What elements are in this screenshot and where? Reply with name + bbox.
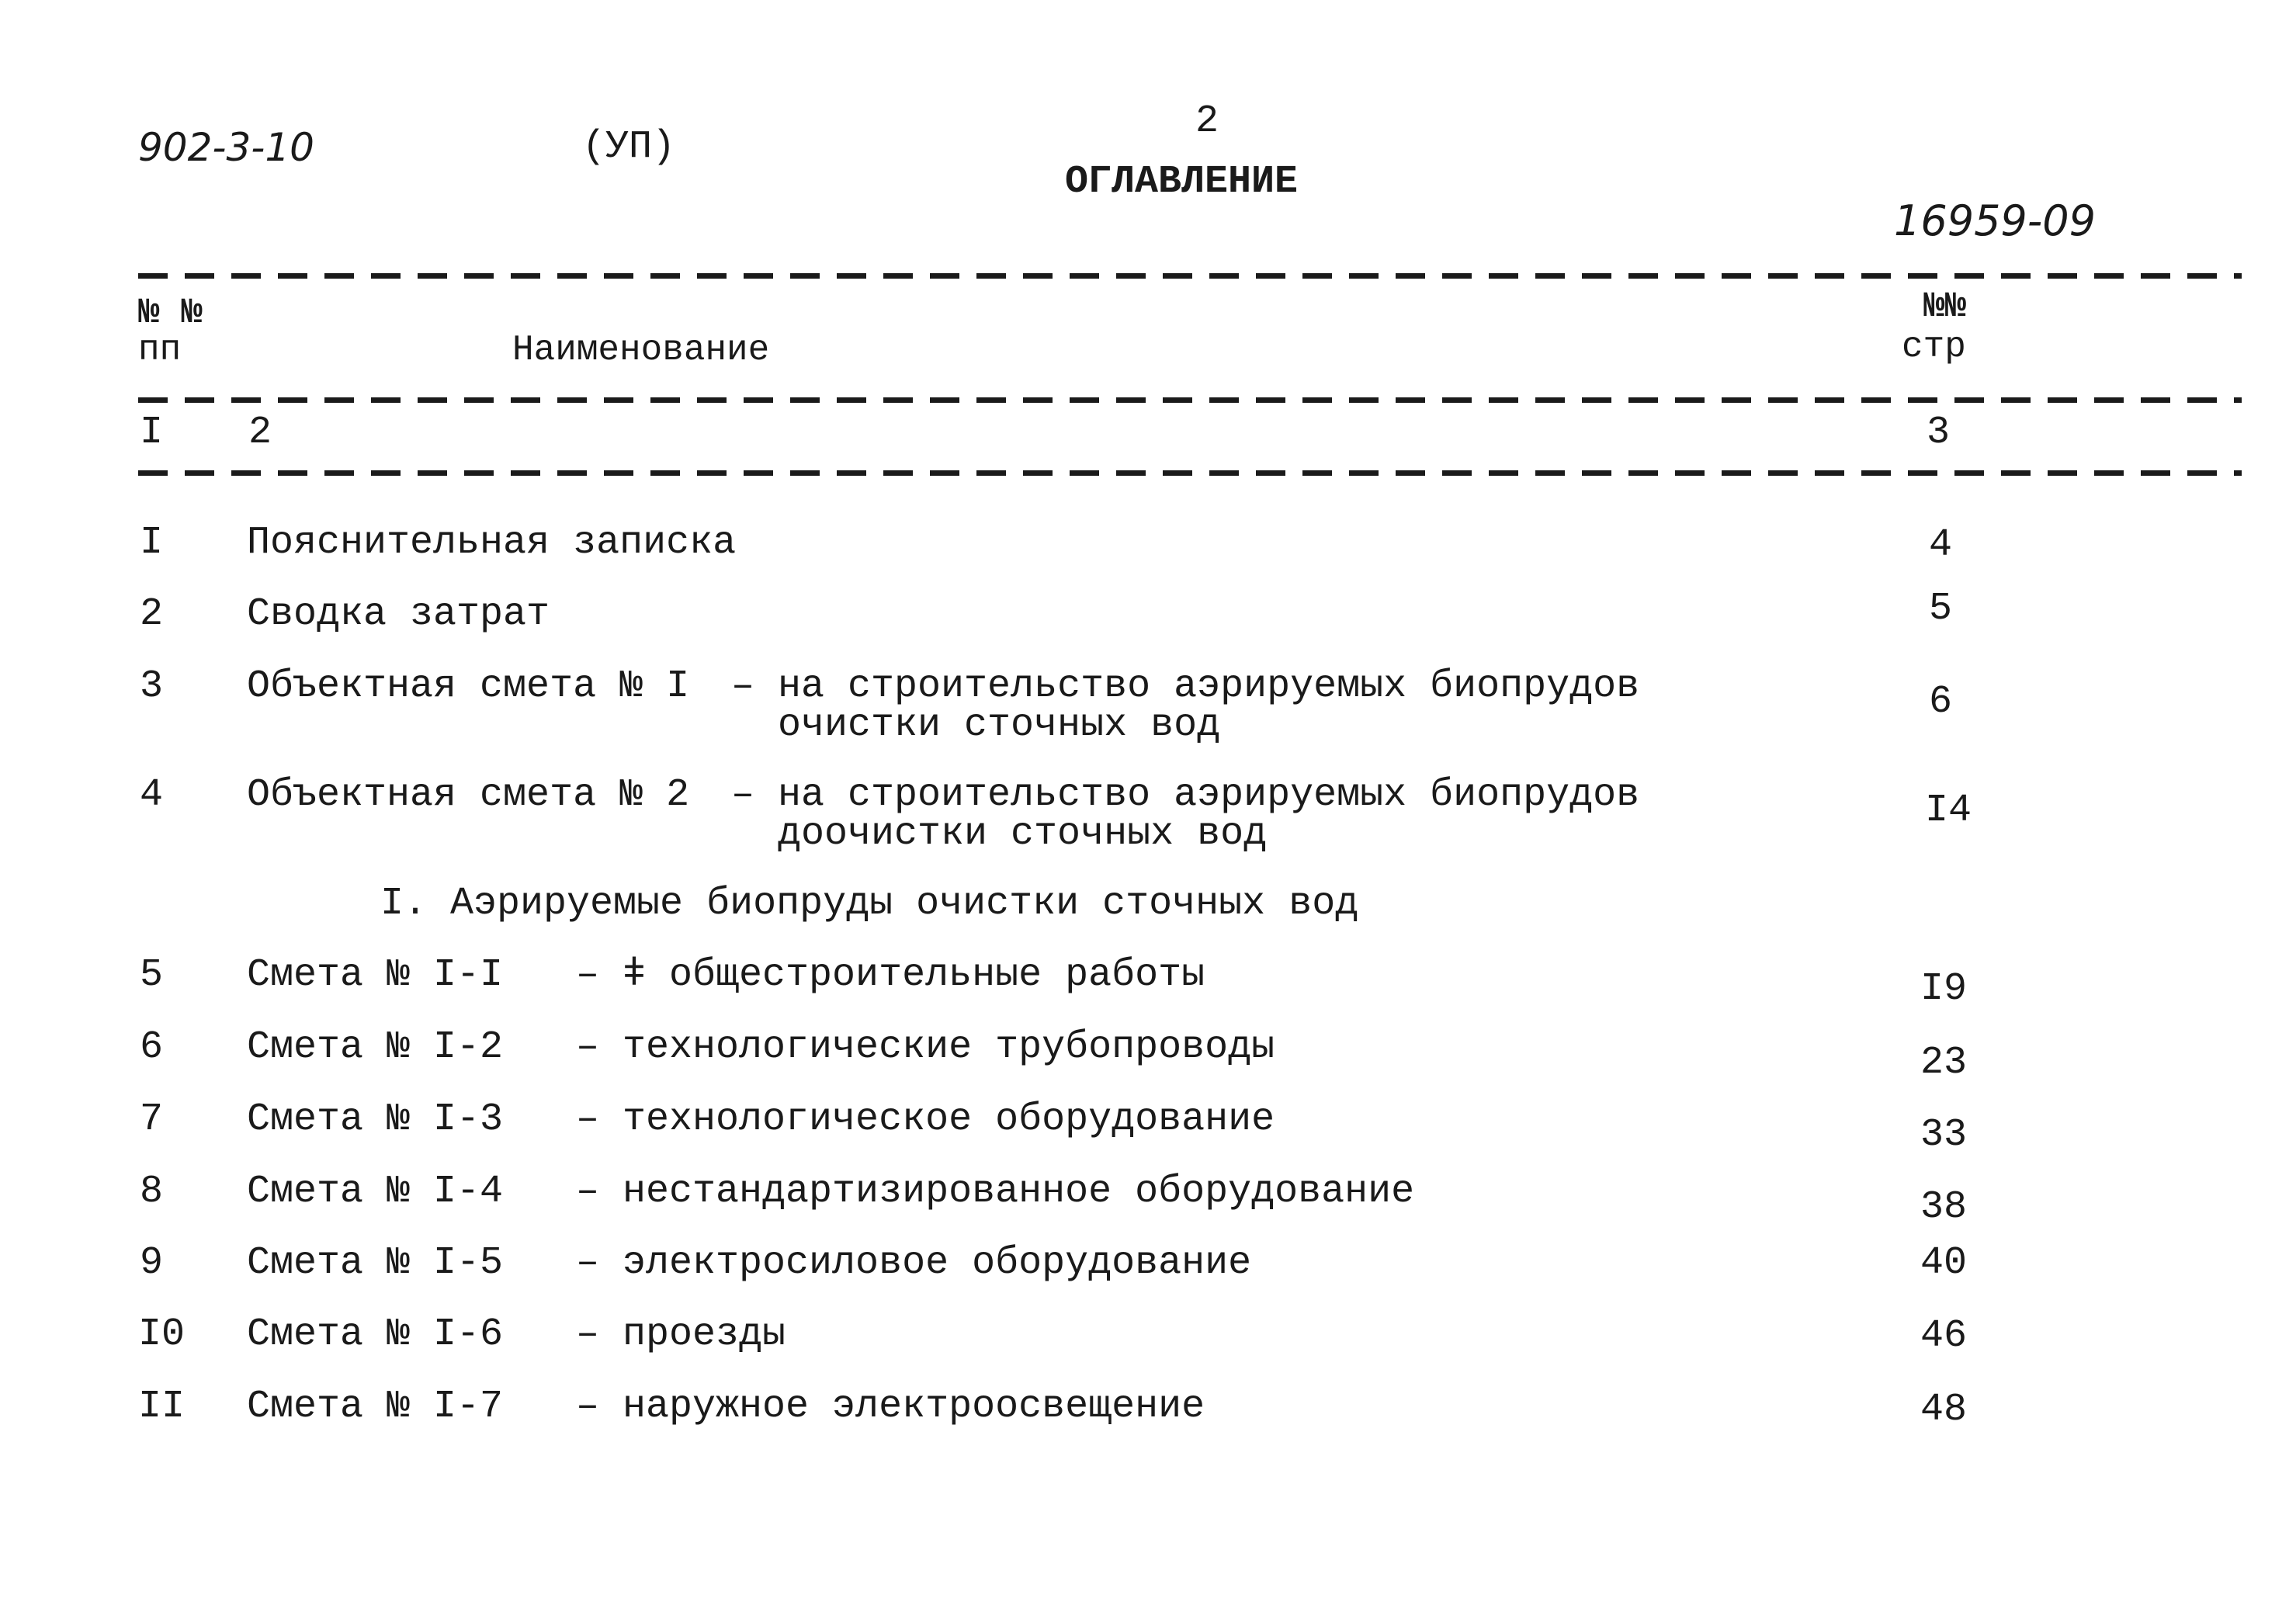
row-description-cont: доочистки сточных вод <box>778 812 1268 856</box>
row-description: – технологическое оборудование <box>576 1097 1275 1142</box>
row-page: 48 <box>1920 1388 1967 1432</box>
edition-mark: (УП) <box>582 125 676 169</box>
row-title: Смета № I-7 <box>247 1385 504 1429</box>
row-number: 5 <box>140 953 164 997</box>
column-number-2: 2 <box>248 411 272 455</box>
row-description: – электросиловое оборудование <box>576 1241 1252 1285</box>
row-description: – технологические трубопроводы <box>576 1025 1275 1070</box>
col-number-label: № № <box>138 293 203 333</box>
row-number: 4 <box>140 773 164 817</box>
row-number: 9 <box>140 1241 164 1285</box>
row-number: II <box>138 1385 186 1429</box>
table-body-rule <box>138 470 2242 476</box>
page-title: ОГЛАВЛЕНИЕ <box>1065 160 1299 204</box>
row-title: Объектная смета № I <box>247 664 690 709</box>
table-header-rule <box>138 397 2242 403</box>
row-title: Смета № I-4 <box>247 1170 504 1214</box>
row-number: 6 <box>140 1025 164 1070</box>
row-title: Смета № I-5 <box>247 1241 504 1285</box>
row-page: 33 <box>1920 1113 1967 1157</box>
section-title: I. Аэрируемые биопруды очистки сточных вод <box>380 882 1359 926</box>
row-page: 23 <box>1920 1041 1967 1085</box>
row-description: – на строительство аэрируемых биопрудов <box>731 664 1640 709</box>
row-number: 3 <box>140 664 164 709</box>
table-top-rule <box>138 273 2242 279</box>
row-page: I9 <box>1920 967 1967 1011</box>
row-number: I0 <box>138 1312 186 1357</box>
document-code: 902-3-10 <box>138 125 314 170</box>
row-description: – проезды <box>576 1312 786 1357</box>
page-number: 2 <box>1195 99 1219 144</box>
column-number-1: I <box>140 411 164 455</box>
row-title: Объектная смета № 2 <box>247 773 690 817</box>
row-number: 2 <box>140 592 164 636</box>
row-page: I4 <box>1924 789 1972 833</box>
row-page: 6 <box>1928 680 1952 724</box>
row-description-cont: очистки сточных вод <box>778 703 1221 747</box>
col-page-label: №№ <box>1923 286 1967 327</box>
inventory-number: 16959-09 <box>1894 196 2096 245</box>
column-number-3: 3 <box>1927 411 1951 455</box>
row-page: 4 <box>1928 523 1952 567</box>
row-number: 8 <box>140 1170 164 1214</box>
row-page: 46 <box>1920 1314 1967 1358</box>
row-title: Сводка затрат <box>247 592 550 636</box>
row-title: Пояснительная записка <box>247 521 737 565</box>
row-number: 7 <box>140 1097 164 1142</box>
row-page: 5 <box>1928 587 1952 631</box>
col-name-label: Наименование <box>512 330 770 370</box>
row-title: Смета № I-2 <box>247 1025 504 1070</box>
row-description: – нестандартизированное оборудование <box>576 1170 1415 1214</box>
row-page: 38 <box>1920 1185 1967 1229</box>
row-title: Смета № I-6 <box>247 1312 504 1357</box>
row-description: – ǂ общестроительные работы <box>576 953 1205 997</box>
row-title: Смета № I-3 <box>247 1097 504 1142</box>
row-description: – на строительство аэрируемых биопрудов <box>731 773 1640 817</box>
row-number: I <box>140 521 164 565</box>
col-number-label-sub: пп <box>138 330 182 370</box>
row-title: Смета № I-I <box>247 953 504 997</box>
row-page: 40 <box>1920 1241 1967 1285</box>
row-description: – наружное электроосвещение <box>576 1385 1205 1429</box>
col-page-label-sub: стр <box>1902 327 1966 367</box>
